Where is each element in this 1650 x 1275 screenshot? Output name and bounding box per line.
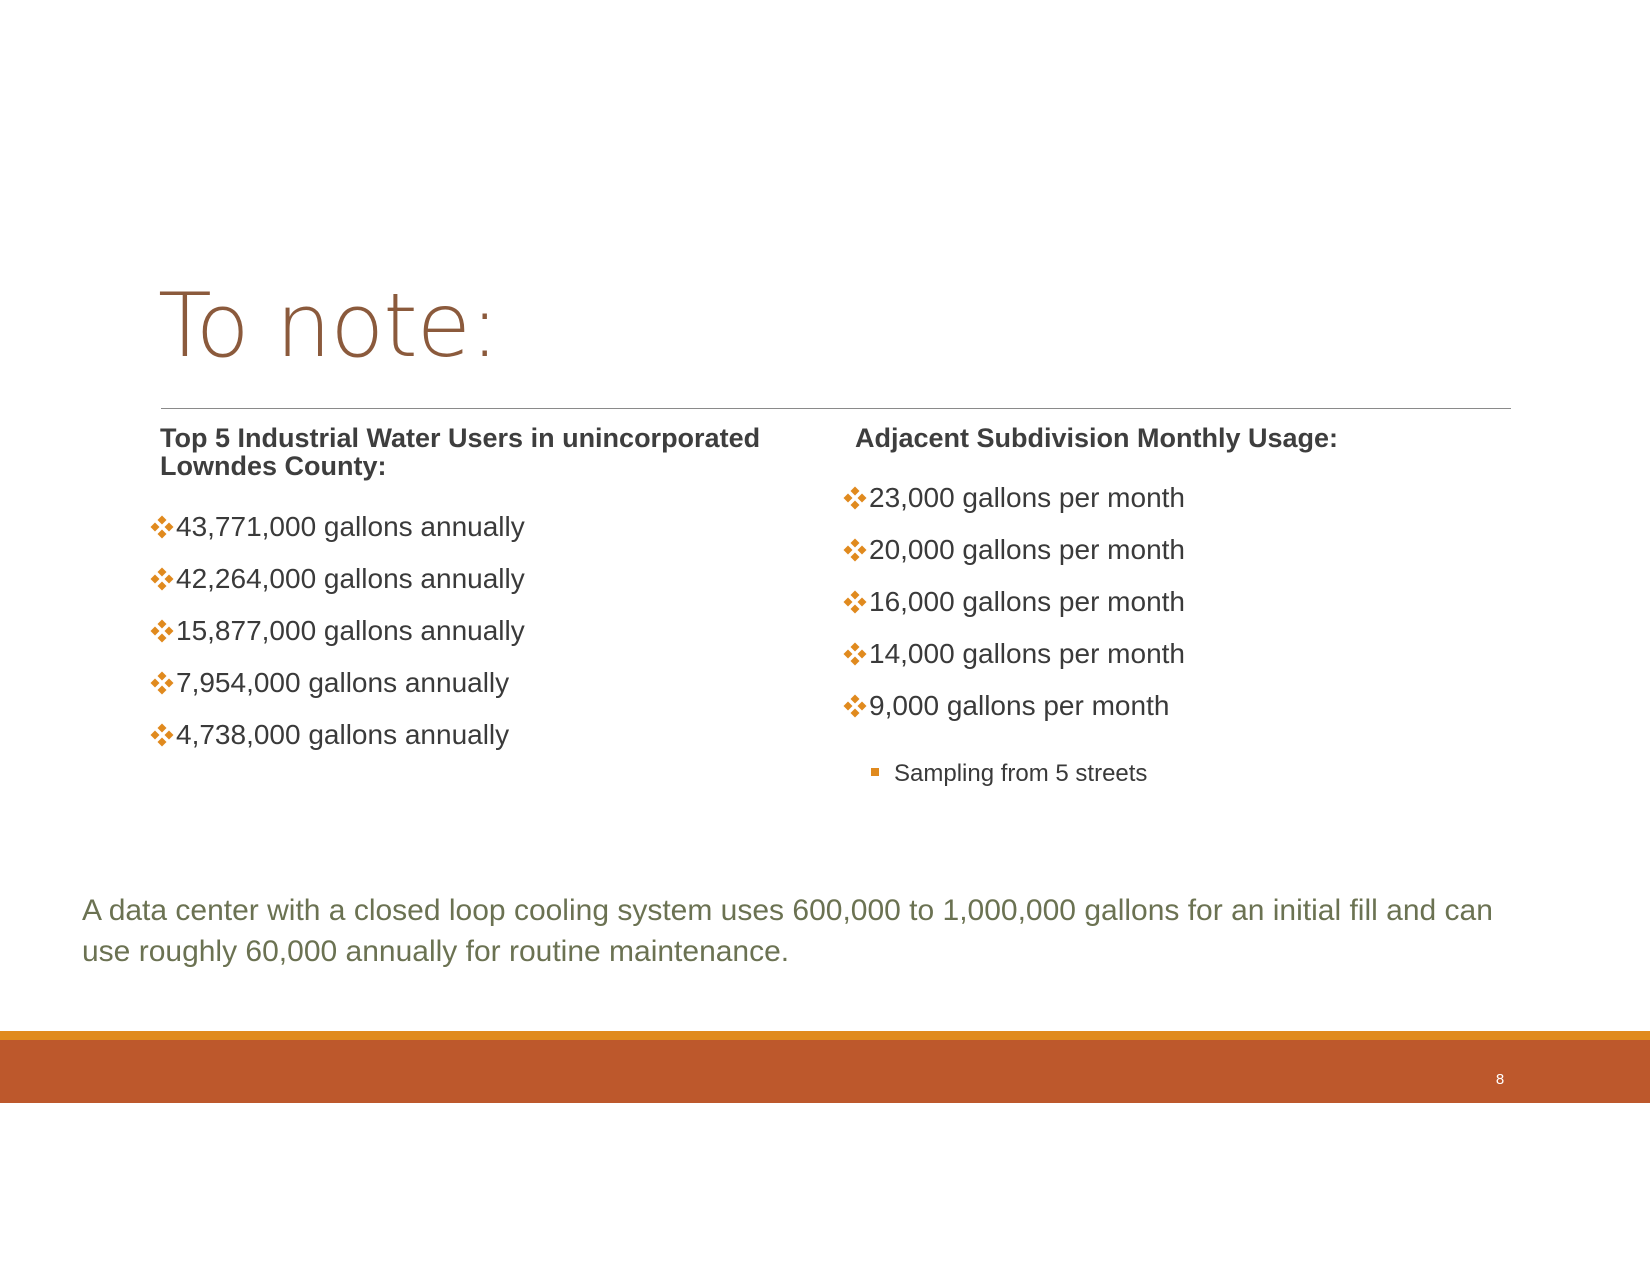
left-column	[150, 424, 810, 761]
four-diamond-bullet-icon	[843, 590, 867, 614]
four-diamond-bullet-icon	[150, 567, 174, 591]
four-diamond-bullet-icon	[843, 538, 867, 562]
bullet-item-text: 20,000 gallons per month	[869, 534, 1185, 565]
sub-item-text: Sampling from 5 streets	[894, 760, 1148, 787]
right-sub-list	[871, 760, 1503, 788]
four-diamond-bullet-icon	[843, 486, 867, 510]
bullet-list-item	[150, 553, 810, 605]
bullet-list-item	[150, 501, 810, 553]
bullet-list-item	[150, 657, 810, 709]
right-bullet-list	[843, 472, 1503, 732]
square-bullet-icon	[871, 768, 879, 776]
bullet-item-text: 16,000 gallons per month	[869, 586, 1185, 617]
bullet-list-item	[843, 524, 1503, 576]
four-diamond-bullet-icon	[150, 723, 174, 747]
bullet-item-text: 9,000 gallons per month	[869, 690, 1170, 721]
title-divider	[161, 408, 1511, 409]
footer-band	[0, 1040, 1650, 1103]
bullet-list-item	[843, 472, 1503, 524]
four-diamond-bullet-icon	[150, 619, 174, 643]
bullet-item-text: 14,000 gallons per month	[869, 638, 1185, 669]
four-diamond-bullet-icon	[150, 515, 174, 539]
slide-title: To note:	[158, 274, 499, 377]
bullet-item-text: 42,264,000 gallons annually	[176, 563, 525, 594]
footer-accent-stripe	[0, 1031, 1650, 1040]
bullet-list-item	[150, 709, 810, 761]
four-diamond-bullet-icon	[150, 671, 174, 695]
bullet-list-item	[843, 576, 1503, 628]
page-number: 8	[1495, 1071, 1505, 1088]
four-diamond-bullet-icon	[843, 694, 867, 718]
bullet-list-item	[150, 605, 810, 657]
footnote-text: A data center with a closed loop cooling system uses 600,000 to 1,000,000 gallons for an initial fill and can use roughly 60,000 annually for routine maintenance.	[82, 894, 1493, 968]
bullet-item-text: 15,877,000 gallons annually	[176, 615, 525, 646]
right-column-heading: Adjacent Subdivision Monthly Usage:	[855, 423, 1339, 453]
bullet-item-text: 23,000 gallons per month	[869, 482, 1185, 513]
sub-list-item	[871, 760, 1503, 788]
bullet-item-text: 43,771,000 gallons annually	[176, 511, 525, 542]
bullet-list-item	[843, 680, 1503, 732]
left-bullet-list	[150, 501, 810, 761]
left-column-heading: Top 5 Industrial Water Users in unincorporated Lowndes County:	[160, 423, 761, 481]
four-diamond-bullet-icon	[843, 642, 867, 666]
bullet-list-item	[843, 628, 1503, 680]
footer-bar	[0, 1031, 1650, 1103]
bullet-item-text: 4,738,000 gallons annually	[176, 719, 510, 750]
bullet-item-text: 7,954,000 gallons annually	[176, 667, 510, 698]
right-column	[843, 424, 1503, 788]
